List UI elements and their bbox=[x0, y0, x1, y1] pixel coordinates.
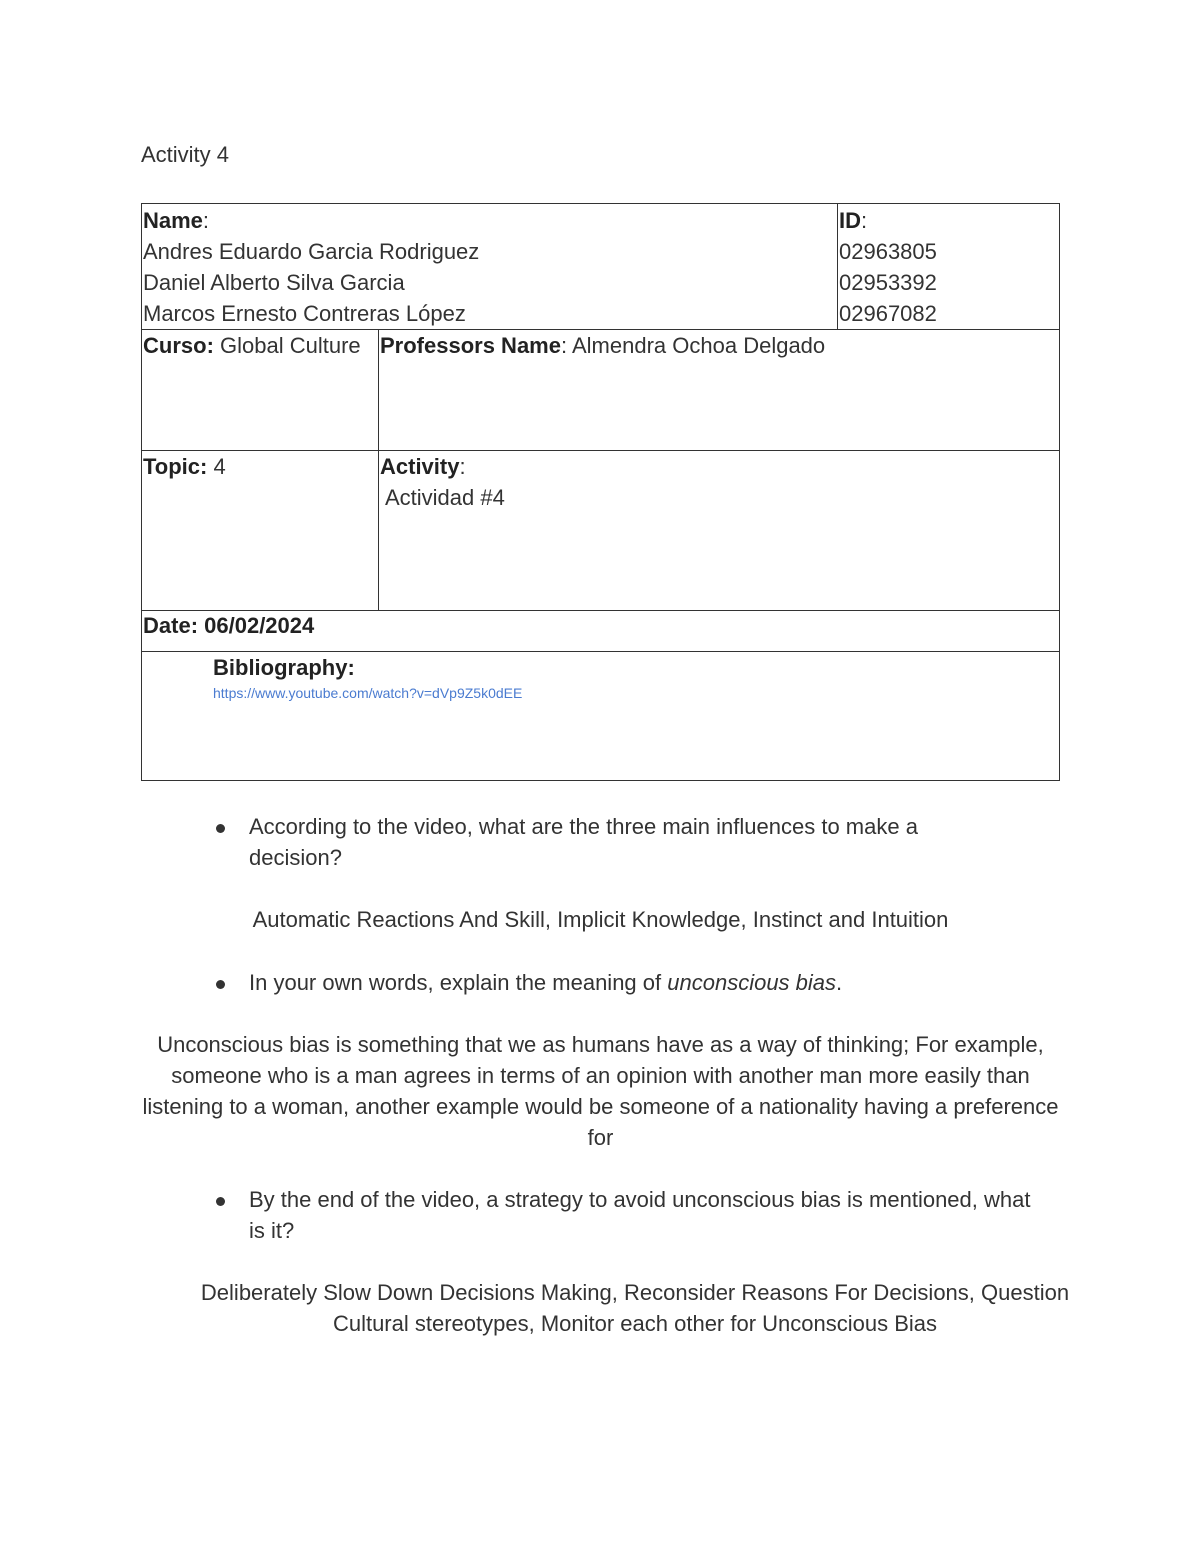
bullet-icon bbox=[216, 824, 225, 833]
bibliography-label: Bibliography: bbox=[213, 655, 355, 680]
date-cell: Date: 06/02/2024 bbox=[143, 613, 315, 638]
emphasis-text: unconscious bias bbox=[667, 970, 837, 995]
student-name: Daniel Alberto Silva Garcia bbox=[143, 270, 405, 295]
answer-text: Automatic Reactions And Skill, Implicit Knowledge, Instinct and Intuition bbox=[252, 907, 949, 932]
activity-cell: Activity: Actividad #4 bbox=[380, 451, 1058, 513]
topic-label: Topic: bbox=[143, 454, 208, 479]
answer-text: Deliberately Slow Down Decisions Making, Reconsider Reasons For Decisions, Question Cultural stereotypes, Monitor each other for Unconscious Bias bbox=[200, 1280, 1070, 1336]
student-name: Marcos Ernesto Contreras López bbox=[143, 301, 466, 326]
page-title: Activity 4 bbox=[141, 142, 230, 167]
professor-cell: Professors Name: Almendra Ochoa Delgado bbox=[380, 333, 826, 358]
date-value: 06/02/2024 bbox=[204, 613, 315, 638]
activity-value: Actividad #4 bbox=[385, 485, 505, 510]
divider bbox=[378, 329, 379, 610]
info-table bbox=[141, 203, 1060, 781]
student-name: Andres Eduardo Garcia Rodriguez bbox=[143, 239, 480, 264]
activity-label: Activity bbox=[380, 454, 460, 479]
curso-cell: Curso: Global Culture bbox=[143, 333, 361, 358]
id-label: ID bbox=[839, 208, 861, 233]
student-id: 02967082 bbox=[839, 301, 937, 326]
question-text: In your own words, explain the meaning of unconscious bias. bbox=[249, 970, 843, 995]
name-label: Name bbox=[143, 208, 203, 233]
bibliography-link[interactable]: https://www.youtube.com/watch?v=dVp9Z5k0dEE bbox=[213, 685, 523, 701]
answer-text: Unconscious bias is something that we as humans have as a way of thinking; For example, someone who is a man agrees in terms of an opinion with another man more easily than listening to a woman, another example would be someone of a nationality having a preference for bbox=[142, 1032, 1059, 1150]
question-text: By the end of the video, a strategy to avoid unconscious bias is mentioned, what is it? bbox=[249, 1187, 1031, 1243]
student-id: 02953392 bbox=[839, 270, 937, 295]
bibliography-cell bbox=[213, 652, 1053, 703]
professor-value: Almendra Ochoa Delgado bbox=[572, 333, 826, 358]
professor-label: Professors Name bbox=[380, 333, 561, 358]
question-text: According to the video, what are the three main influences to make a decision? bbox=[249, 814, 918, 870]
curso-label: Curso bbox=[143, 333, 207, 358]
name-cell: Name: Andres Eduardo Garcia Rodriguez Daniel Alberto Silva Garcia Marcos Ernesto Contreras López bbox=[143, 205, 833, 329]
bullet-icon bbox=[216, 1197, 225, 1206]
id-cell: ID: 02963805 02953392 02967082 bbox=[839, 205, 1059, 329]
topic-cell bbox=[143, 451, 377, 482]
curso-value: Global Culture bbox=[220, 333, 361, 358]
topic-value: 4 bbox=[213, 454, 226, 479]
divider bbox=[837, 204, 838, 329]
date-label: Date bbox=[143, 613, 191, 638]
bullet-icon bbox=[216, 980, 225, 989]
student-id: 02963805 bbox=[839, 239, 937, 264]
